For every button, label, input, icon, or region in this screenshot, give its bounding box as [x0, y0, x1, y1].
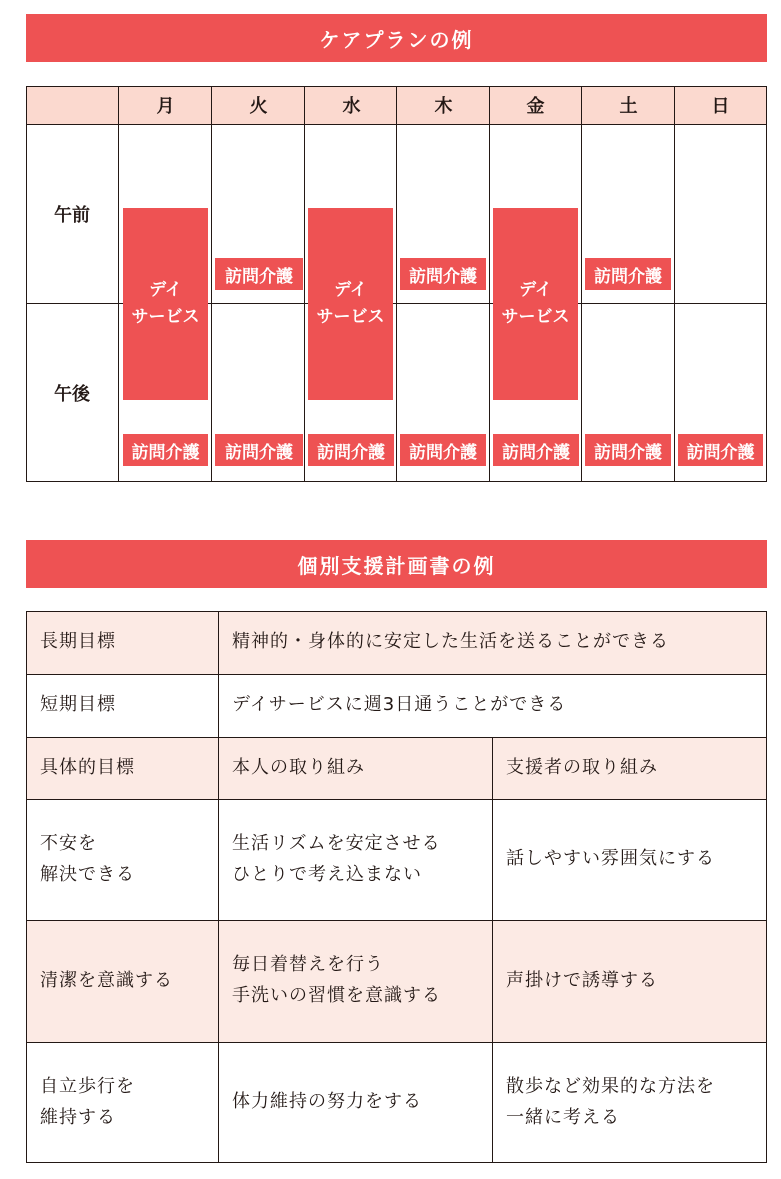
- goal-text: 不安を: [40, 832, 97, 854]
- header-self-effort: 本人の取り組み: [232, 756, 365, 778]
- header-specific-goal: 具体的目標: [40, 756, 135, 778]
- goal-text: 維持する: [40, 1106, 116, 1128]
- am-visit-thu: 訪問介護: [400, 258, 486, 290]
- day-service-block-fri: [493, 208, 578, 400]
- supporter-effort-cell: [492, 920, 767, 1042]
- day-service-label: デイ: [519, 279, 552, 300]
- period-label-am: 午前: [54, 205, 90, 226]
- table-border: [26, 737, 767, 738]
- self-effort-text: 体力維持の努力をする: [232, 1091, 422, 1113]
- goal-text: 清潔を意識する: [40, 969, 173, 991]
- self-effort-cell: [218, 1042, 492, 1163]
- day-service-label: デイ: [149, 279, 182, 300]
- table-border: [26, 799, 767, 800]
- goal-cell: [26, 799, 218, 920]
- goal-header-row: [26, 737, 767, 799]
- am-visit-sat: 訪問介護: [585, 258, 671, 290]
- supporter-effort-cell: [492, 799, 767, 920]
- goal-cell: [26, 920, 218, 1042]
- support-plan-title: 個別支援計画書の例: [26, 540, 767, 588]
- day-header-wed: 水: [342, 95, 361, 117]
- goal-text: 自立歩行を: [40, 1075, 135, 1097]
- table-border: [26, 611, 27, 1163]
- table-border: [26, 674, 767, 675]
- pm-visit-thu: 訪問介護: [400, 434, 486, 466]
- table-border: [26, 1042, 767, 1043]
- table-border: [26, 611, 767, 612]
- day-header-sun: 日: [711, 95, 730, 117]
- table-border: [26, 920, 767, 921]
- supporter-effort-cell: [492, 1042, 767, 1163]
- pm-visit-wed: 訪問介護: [308, 434, 394, 466]
- day-service-label: サービス: [501, 307, 570, 327]
- day-service-block-mon: [123, 208, 208, 400]
- grid-divider: [118, 86, 119, 482]
- supporter-effort-text: 一緒に考える: [506, 1106, 620, 1128]
- self-effort-text: 手洗いの習慣を意識する: [232, 985, 441, 1006]
- day-header-tue: 火: [249, 95, 268, 117]
- self-effort-cell: [218, 799, 492, 920]
- care-plan-title: ケアプランの例: [26, 14, 767, 62]
- day-header-sat: 土: [619, 95, 638, 117]
- support-plan-table: [26, 611, 767, 1163]
- table-border: [766, 611, 767, 1163]
- goal-row: [26, 1042, 767, 1163]
- pm-visit-tue: 訪問介護: [215, 434, 303, 466]
- header-supporter-effort: 支援者の取り組み: [506, 756, 658, 778]
- long-term-label: 長期目標: [40, 631, 116, 653]
- supporter-effort-text: 話しやすい雰囲気にする: [506, 848, 715, 870]
- pm-visit-sat: 訪問介護: [585, 434, 671, 466]
- grid-divider: [489, 86, 490, 482]
- day-service-label: デイ: [334, 279, 367, 300]
- day-service-label: サービス: [131, 307, 200, 327]
- am-visit-tue: 訪問介護: [215, 258, 303, 290]
- self-effort-text: 毎日着替えを行う: [232, 954, 384, 976]
- grid-divider: [211, 86, 212, 482]
- pm-visit-sun: 訪問介護: [678, 434, 763, 466]
- short-term-value: デイサービスに週3日通うことができる: [232, 694, 567, 716]
- goal-row: [26, 920, 767, 1042]
- goal-cell: [26, 1042, 218, 1163]
- grid-divider: [674, 86, 675, 482]
- goal-row: [26, 799, 767, 920]
- long-term-value: 精神的・身体的に安定した生活を送ることができる: [232, 631, 669, 653]
- grid-divider: [581, 86, 582, 482]
- care-plan-grid: [26, 86, 767, 482]
- long-term-row: [26, 611, 767, 674]
- supporter-effort-text: 声掛けで誘導する: [506, 969, 658, 991]
- table-border: [492, 737, 493, 1163]
- table-border: [218, 611, 219, 1163]
- pm-visit-fri: 訪問介護: [493, 434, 579, 466]
- day-header-thu: 木: [434, 95, 453, 117]
- grid-divider: [304, 86, 305, 482]
- day-service-label: サービス: [316, 307, 385, 327]
- day-header-fri: 金: [526, 95, 545, 117]
- day-service-block-wed: [308, 208, 393, 400]
- period-label-pm: 午後: [54, 384, 90, 405]
- supporter-effort-text: 散歩など効果的な方法を: [506, 1075, 715, 1097]
- short-term-row: [26, 674, 767, 737]
- grid-divider: [396, 86, 397, 482]
- table-border: [26, 1162, 767, 1163]
- self-effort-cell: [218, 920, 492, 1042]
- self-effort-text: ひとりで考え込まない: [232, 863, 422, 885]
- self-effort-text: 生活リズムを安定させる: [232, 832, 441, 854]
- day-header-mon: 月: [156, 95, 175, 117]
- goal-text: 解決できる: [40, 863, 135, 885]
- short-term-label: 短期目標: [40, 694, 116, 716]
- pm-visit-mon: 訪問介護: [123, 434, 208, 466]
